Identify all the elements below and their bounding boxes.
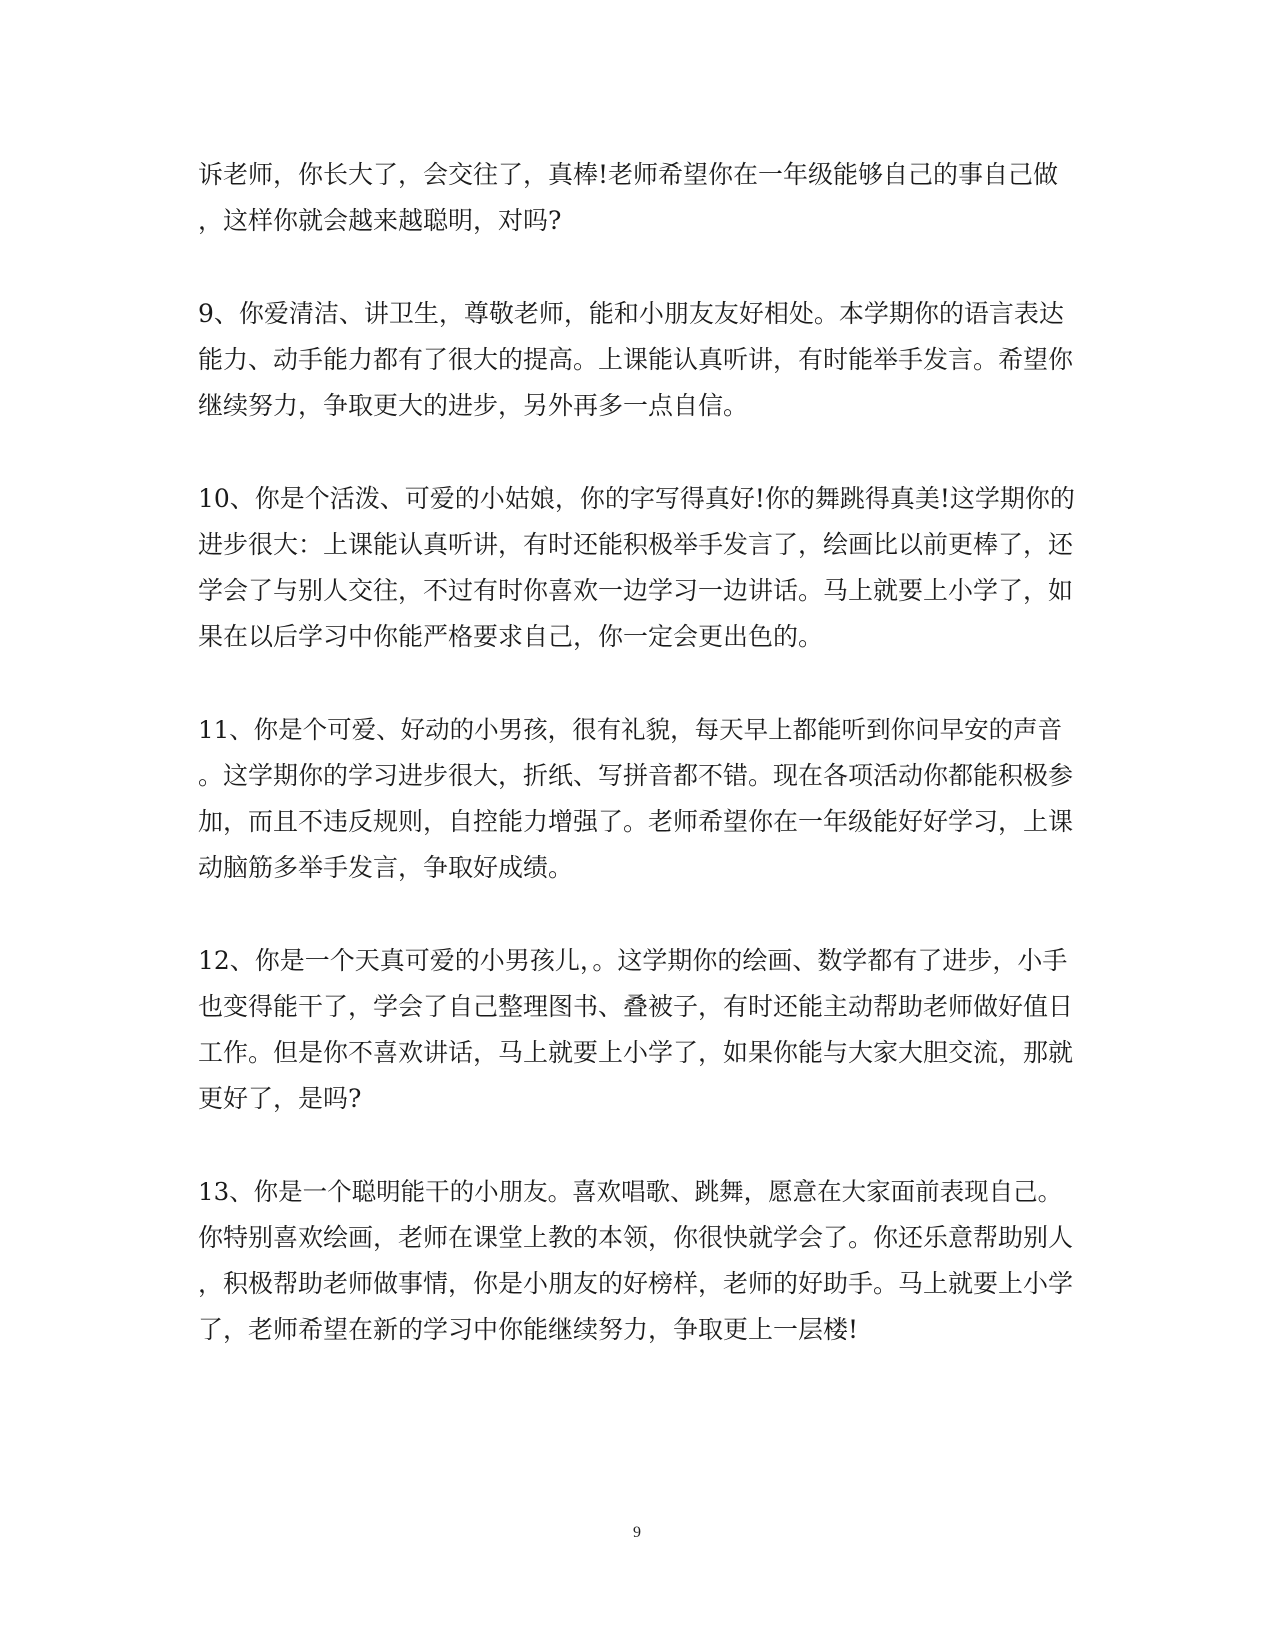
paragraph-line: 学会了与别人交往，不过有时你喜欢一边学习一边讲话。马上就要上小学了，如 [198,576,1074,605]
paragraph-line: 10、你是个活泼、可爱的小姑娘，你的字写得真好!你的舞跳得真美!这学期你的 [198,484,1075,513]
page-number: 9 [633,1524,641,1541]
paragraph-line: 动脑筋多举手发言，争取好成绩。 [198,853,574,882]
paragraph-line: 诉老师，你长大了，会交往了，真棒!老师希望你在一年级能够自己的事自己做 [198,160,1059,189]
paragraph-line: 更好了，是吗? [198,1084,362,1113]
paragraph-line: 了，老师希望在新的学习中你能继续努力，争取更上一层楼! [198,1315,859,1344]
paragraph-line: 12、你是一个天真可爱的小男孩儿，。这学期你的绘画、数学都有了进步，小手 [198,946,1068,975]
paragraph-line: 13、你是一个聪明能干的小朋友。喜欢唱歌、跳舞，愿意在大家面前表现自己。 [198,1177,1063,1206]
paragraph-line: 9、你爱清洁、讲卫生，尊敬老师，能和小朋友友好相处。本学期你的语言表达 [198,299,1064,328]
paragraph-line: 进步很大：上课能认真听讲，有时还能积极举手发言了，绘画比以前更棒了，还 [198,530,1074,559]
paragraph-line: 能力、动手能力都有了很大的提高。上课能认真听讲，有时能举手发言。希望你 [198,345,1074,374]
paragraph-line: 11、你是个可爱、好动的小男孩，很有礼貌，每天早上都能听到你问早安的声音 [198,715,1063,744]
paragraph-line: 加，而且不违反规则，自控能力增强了。老师希望你在一年级能好好学习，上课 [198,807,1074,836]
paragraph-line: 你特别喜欢绘画，老师在课堂上教的本领，你很快就学会了。你还乐意帮助别人 [198,1223,1074,1252]
paragraph-line: ，积极帮助老师做事情，你是小朋友的好榜样，老师的好助手。马上就要上小学 [198,1269,1074,1298]
paragraph-line: 继续努力，争取更大的进步，另外再多一点自信。 [198,391,749,420]
paragraph-line: ，这样你就会越来越聪明，对吗? [198,206,562,235]
paragraph-line: 果在以后学习中你能严格要求自己，你一定会更出色的。 [198,622,824,651]
paragraph-line: 。这学期你的学习进步很大，折纸、写拼音都不错。现在各项活动你都能积极参 [198,761,1074,790]
paragraph-line: 工作。但是你不喜欢讲话，马上就要上小学了，如果你能与大家大胆交流，那就 [198,1038,1074,1067]
paragraph-line: 也变得能干了，学会了自己整理图书、叠被子，有时还能主动帮助老师做好值日 [198,992,1074,1021]
